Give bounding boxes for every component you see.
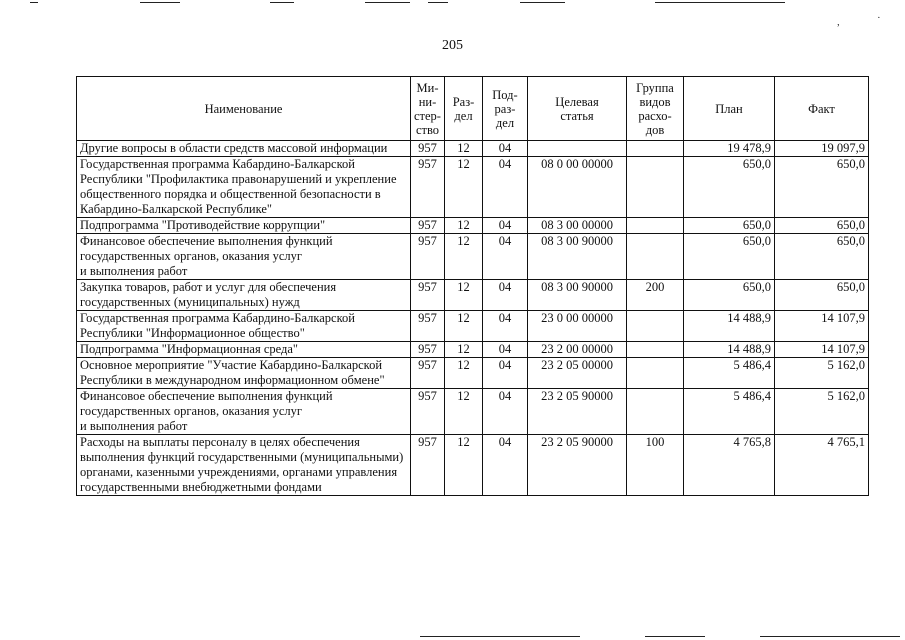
row-fact: 5 162,0 [775, 358, 869, 389]
page-number: 205 [442, 38, 463, 53]
row-section: 12 [445, 141, 483, 157]
row-group: 100 [627, 435, 684, 496]
row-plan: 14 488,9 [684, 342, 775, 358]
row-section: 12 [445, 218, 483, 234]
row-subsection: 04 [483, 218, 528, 234]
row-plan: 650,0 [684, 234, 775, 280]
scan-artifact-line [30, 2, 38, 3]
table-row [77, 141, 869, 157]
row-section: 12 [445, 342, 483, 358]
row-name: Государственная программа Кабардино-Балкарской Республики "Профилактика правонарушений и укрепление общественного порядка и общественной безопасности в Кабардино-Балкарской Республике" [77, 157, 411, 218]
row-section: 12 [445, 157, 483, 218]
row-target [528, 141, 627, 157]
row-target: 23 2 00 00000 [528, 342, 627, 358]
row-ministry: 957 [411, 342, 445, 358]
row-section: 12 [445, 311, 483, 342]
row-target: 08 3 00 90000 [528, 234, 627, 280]
row-group [627, 358, 684, 389]
row-subsection: 04 [483, 389, 528, 435]
row-plan: 650,0 [684, 218, 775, 234]
row-section: 12 [445, 280, 483, 311]
row-group: 200 [627, 280, 684, 311]
scan-artifact-line [420, 636, 580, 637]
row-subsection: 04 [483, 141, 528, 157]
row-name: Подпрограмма "Информационная среда" [77, 342, 411, 358]
row-section: 12 [445, 435, 483, 496]
header-target: Целевая статья [528, 77, 627, 141]
row-plan: 4 765,8 [684, 435, 775, 496]
row-section: 12 [445, 389, 483, 435]
scan-artifact-line [520, 2, 565, 3]
row-group [627, 389, 684, 435]
row-group [627, 311, 684, 342]
table-row [77, 342, 869, 358]
scan-speck: · [877, 12, 881, 24]
scan-artifact-line [645, 636, 705, 637]
table-row [77, 435, 869, 496]
row-fact: 650,0 [775, 218, 869, 234]
scan-speck: , [837, 16, 840, 28]
row-plan: 5 486,4 [684, 358, 775, 389]
table-row [77, 311, 869, 342]
row-group [627, 218, 684, 234]
row-plan: 19 478,9 [684, 141, 775, 157]
scan-artifact-line [428, 2, 448, 3]
table-row [77, 389, 869, 435]
row-target: 08 0 00 00000 [528, 157, 627, 218]
row-ministry: 957 [411, 311, 445, 342]
header-name: Наименование [77, 77, 411, 141]
row-name: Основное мероприятие "Участие Кабардино-Балкарской Республики в международном информационном обмене" [77, 358, 411, 389]
row-group [627, 141, 684, 157]
header-subsection: Под- раз- дел [483, 77, 528, 141]
row-name: Закупка товаров, работ и услуг для обеспечения государственных (муниципальных) нужд [77, 280, 411, 311]
header-group: Группа видов расхо- дов [627, 77, 684, 141]
row-fact: 650,0 [775, 234, 869, 280]
row-ministry: 957 [411, 389, 445, 435]
row-ministry: 957 [411, 141, 445, 157]
row-fact: 4 765,1 [775, 435, 869, 496]
header-section: Раз- дел [445, 77, 483, 141]
row-group [627, 342, 684, 358]
row-ministry: 957 [411, 218, 445, 234]
row-fact: 5 162,0 [775, 389, 869, 435]
row-subsection: 04 [483, 311, 528, 342]
row-fact: 14 107,9 [775, 311, 869, 342]
row-target: 08 3 00 00000 [528, 218, 627, 234]
row-plan: 5 486,4 [684, 389, 775, 435]
row-target: 23 2 05 90000 [528, 389, 627, 435]
table-header-row [77, 77, 869, 141]
row-subsection: 04 [483, 342, 528, 358]
row-subsection: 04 [483, 435, 528, 496]
header-ministry: Ми- ни- стер- ство [411, 77, 445, 141]
row-ministry: 957 [411, 435, 445, 496]
row-subsection: 04 [483, 234, 528, 280]
row-subsection: 04 [483, 280, 528, 311]
row-group [627, 157, 684, 218]
row-ministry: 957 [411, 280, 445, 311]
row-fact: 19 097,9 [775, 141, 869, 157]
budget-table [76, 76, 869, 496]
row-target: 23 0 00 00000 [528, 311, 627, 342]
table-row [77, 358, 869, 389]
row-plan: 650,0 [684, 280, 775, 311]
row-fact: 650,0 [775, 157, 869, 218]
row-target: 23 2 05 90000 [528, 435, 627, 496]
row-ministry: 957 [411, 358, 445, 389]
row-name: Государственная программа Кабардино-Балкарской Республики "Информационное общество" [77, 311, 411, 342]
table-row [77, 280, 869, 311]
row-name: Финансовое обеспечение выполнения функций государственных органов, оказания услуг и выполнения работ [77, 389, 411, 435]
scan-artifact-line [655, 2, 785, 3]
row-name: Другие вопросы в области средств массовой информации [77, 141, 411, 157]
row-name: Расходы на выплаты персоналу в целях обеспечения выполнения функций государственными (муниципальными) органами, казенными учреждениями, органами управления государственными внебюджетными фондами [77, 435, 411, 496]
scan-artifact-line [270, 2, 294, 3]
scan-artifact-line [140, 2, 180, 3]
row-group [627, 234, 684, 280]
row-fact: 650,0 [775, 280, 869, 311]
row-plan: 14 488,9 [684, 311, 775, 342]
row-target: 23 2 05 00000 [528, 358, 627, 389]
row-subsection: 04 [483, 358, 528, 389]
row-plan: 650,0 [684, 157, 775, 218]
row-section: 12 [445, 358, 483, 389]
table-row [77, 234, 869, 280]
row-target: 08 3 00 90000 [528, 280, 627, 311]
table-row [77, 157, 869, 218]
row-ministry: 957 [411, 157, 445, 218]
row-name: Финансовое обеспечение выполнения функций государственных органов, оказания услуг и выполнения работ [77, 234, 411, 280]
header-plan: План [684, 77, 775, 141]
row-subsection: 04 [483, 157, 528, 218]
row-section: 12 [445, 234, 483, 280]
scan-artifact-line [365, 2, 410, 3]
scan-artifact-line [760, 636, 900, 637]
row-fact: 14 107,9 [775, 342, 869, 358]
row-name: Подпрограмма "Противодействие коррупции" [77, 218, 411, 234]
table-row [77, 218, 869, 234]
header-fact: Факт [775, 77, 869, 141]
row-ministry: 957 [411, 234, 445, 280]
